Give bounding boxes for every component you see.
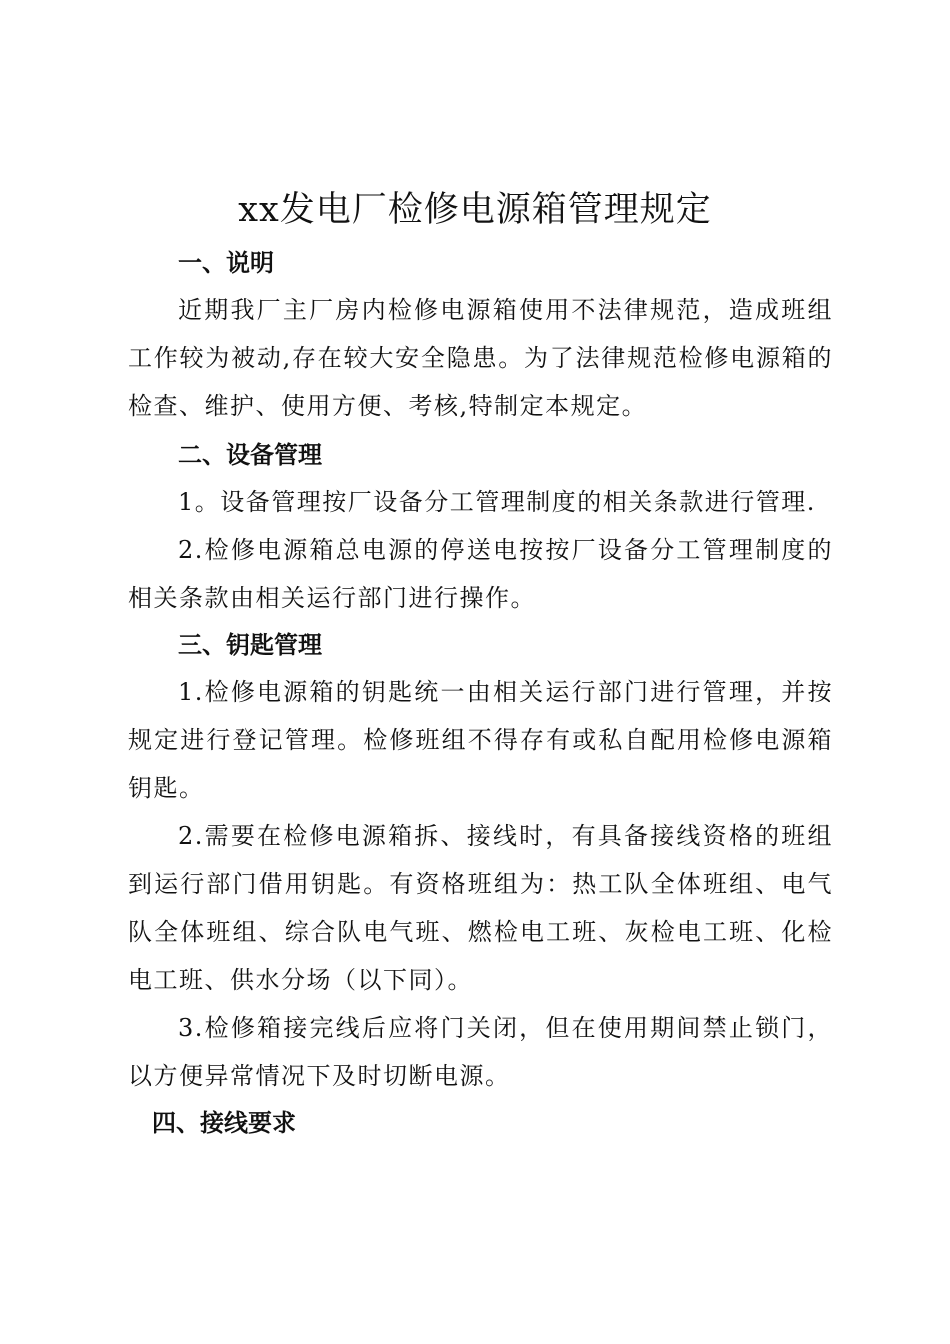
section-heading-equipment-management: 二、设备管理 (178, 441, 322, 469)
section-heading-key-management: 三、钥匙管理 (178, 631, 322, 659)
paragraph-equipment-2: 2.检修电源箱总电源的停送电按按厂设备分工管理制度的相关条款由相关运行部门进行操作。 (128, 536, 833, 612)
section-heading-wiring-requirements: 四、接线要求 (152, 1109, 296, 1137)
document-title: xx发电厂检修电源箱管理规定 (238, 190, 712, 230)
paragraph-explanation: 近期我厂主厂房内检修电源箱使用不法律规范，造成班组工作较为被动,存在较大安全隐患。为了法律规范检修电源箱的检查、维护、使用方便、考核,特制定本规定。 (128, 296, 833, 420)
paragraph-key-2: 2.需要在检修电源箱拆、接线时，有具备接线资格的班组到运行部门借用钥匙。有资格班组为：热工队全体班组、电气队全体班组、综合队电气班、燃检电工班、灰检电工班、化检电工班、供水分场（以下同）。 (128, 822, 833, 994)
paragraph-key-3: 3.检修箱接完线后应将门关闭，但在使用期间禁止锁门，以方便异常情况下及时切断电源。 (128, 1014, 833, 1090)
paragraph-equipment-1: 1。设备管理按厂设备分工管理制度的相关条款进行管理. (178, 488, 816, 516)
section-heading-explanation: 一、说明 (178, 249, 274, 277)
paragraph-key-1: 1.检修电源箱的钥匙统一由相关运行部门进行管理，并按规定进行登记管理。检修班组不得存有或私自配用检修电源箱钥匙。 (128, 678, 833, 802)
